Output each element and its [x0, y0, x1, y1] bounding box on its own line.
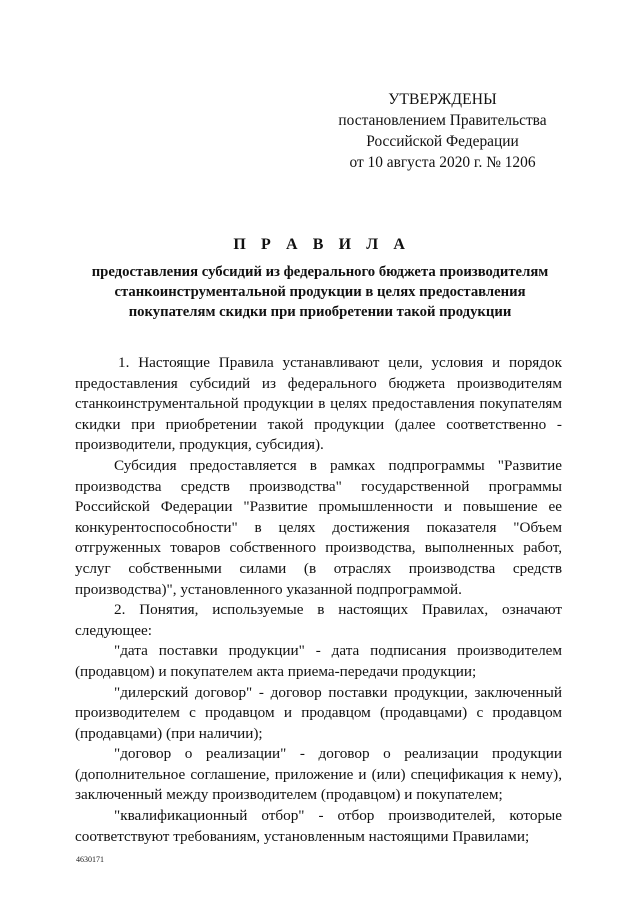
document-body: [75, 353, 562, 847]
paragraph-5: "дилерский договор" - договор поставки продукции, заключенный производителем с продавцом и продавцом (продавцами) с продавцом (продавцами) (при наличии);: [75, 683, 562, 742]
approval-line-2: Российской Федерации: [366, 133, 519, 150]
paragraph-6: "договор о реализации" - договор о реализации продукции (дополнительное соглашение, приложение и (или) спецификация к нему), заключенный между производителем (продавцом) и покупателем;: [75, 745, 562, 804]
document-title: П Р А В И Л А: [233, 236, 411, 253]
approval-block: [320, 89, 565, 173]
approval-line-3: от 10 августа 2020 г. № 1206: [349, 154, 536, 171]
approval-line-1: постановлением Правительства: [338, 112, 547, 129]
paragraph-2: Субсидия предоставляется в рамках подпрограммы "Развитие производства средств производства" государственной программы Российской Федерации "Развитие промышленности и повышение ее конкурентоспособности" в целях достижения показателя "Объем отгруженных товаров собственного производства, выполненных работ, услуг собственными силами (в отраслях производства средств производства)", установленного указанной подпрограммой.: [75, 456, 562, 598]
paragraph-3: 2. Понятия, используемые в настоящих Правилах, означают следующее:: [75, 601, 562, 639]
paragraph-1: 1. Настоящие Правила устанавливают цели, условия и порядок предоставления субсидий из федерального бюджета производителям станкоинструментальной продукции в целях предоставления покупателям скидки при приобретении такой продукции (далее соответственно - производители, продукция, субсидия).: [75, 354, 562, 454]
document-subtitle: предоставления субсидий из федерального бюджета производителям станкоинструментальной продукции в целях предоставления покупателям скидки при приобретении такой продукции: [91, 264, 549, 320]
paragraph-4: "дата поставки продукции" - дата подписания производителем (продавцом) и покупателем акта приема-передачи продукции;: [75, 642, 562, 680]
approval-heading: УТВЕРЖДЕНЫ: [388, 91, 497, 108]
document-code: 4630171: [76, 855, 104, 864]
paragraph-7: "квалификационный отбор" - отбор производителей, которые соответствуют требованиям, установленным настоящими Правилами;: [75, 807, 562, 845]
